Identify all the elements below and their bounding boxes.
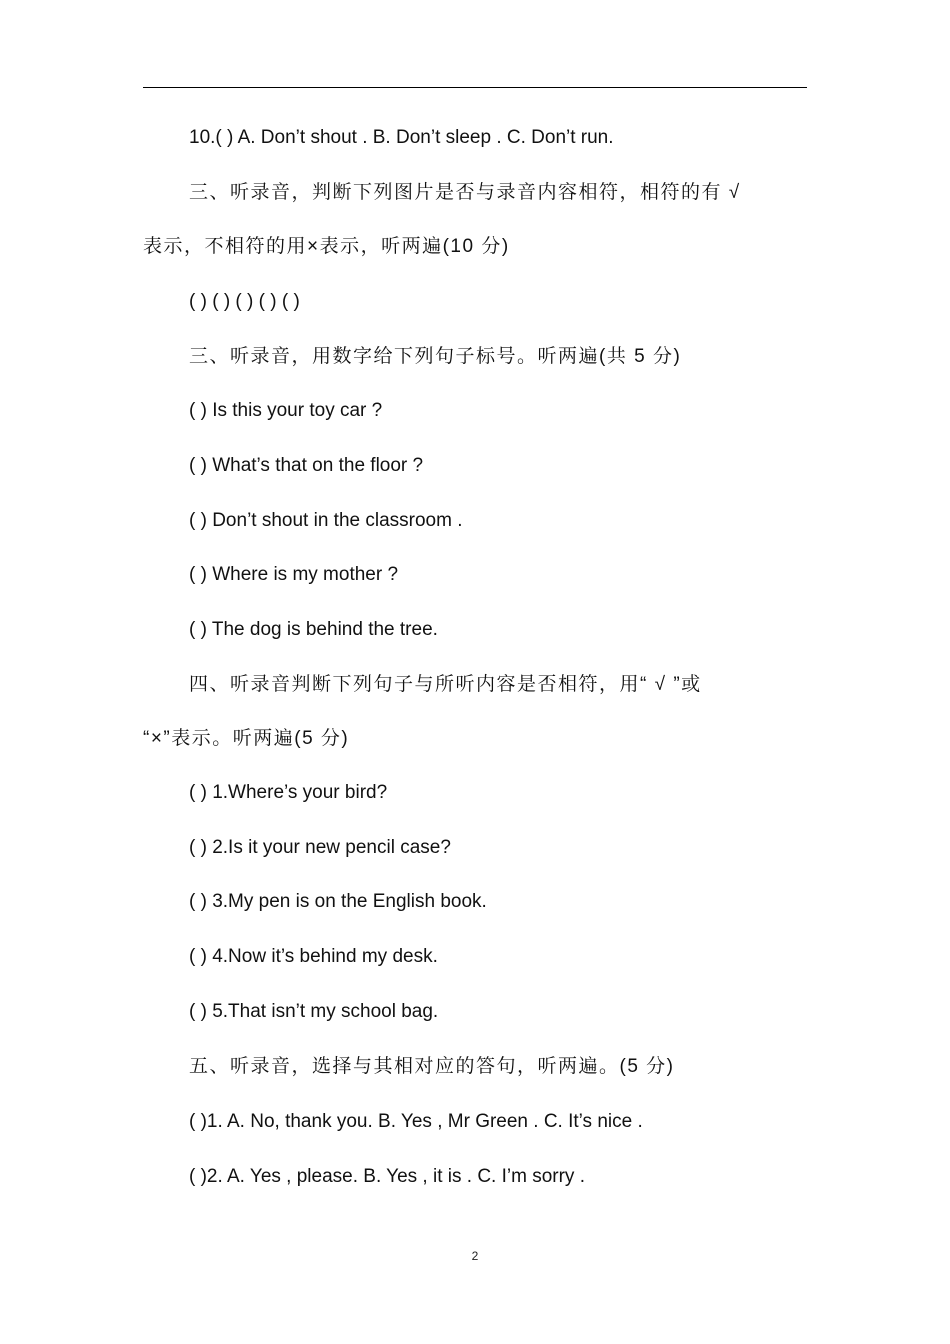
list-item: ( ) 1.Where’s your bird? <box>189 782 388 803</box>
list-item: ( ) Don’t shout in the classroom . <box>189 510 463 531</box>
list-item: ( ) 2.Is it your new pencil case? <box>189 837 451 858</box>
list-item: ( ) The dog is behind the tree. <box>189 619 438 640</box>
list-item: ( )2. A. Yes , please. B. Yes , it is . C. I’m sorry . <box>189 1166 585 1187</box>
header-rule <box>143 87 807 88</box>
list-item: ( ) 4.Now it’s behind my desk. <box>189 946 438 967</box>
list-item: ( ) Where is my mother ? <box>189 564 399 585</box>
list-item: ( ) 5.That isn’t my school bag. <box>189 1001 439 1022</box>
section-3b-heading: 三、听录音，用数字给下列句子标号。听两遍(共 5 分) <box>189 346 682 367</box>
section-3-heading: 三、听录音，判断下列图片是否与录音内容相符，相符的有 √ <box>189 182 741 203</box>
list-item: ( ) Is this your toy car ? <box>189 400 383 421</box>
list-item: ( ) What’s that on the floor ? <box>189 455 424 476</box>
list-item: ( ) 3.My pen is on the English book. <box>189 891 487 912</box>
page-number: 2 <box>471 1249 479 1263</box>
section-5-heading: 五、听录音，选择与其相对应的答句，听两遍。(5 分) <box>189 1056 675 1077</box>
list-item: ( )1. A. No, thank you. B. Yes , Mr Green . C. It’s nice . <box>189 1111 643 1132</box>
section-4-heading-cont: “×”表示。听两遍(5 分) <box>143 728 350 749</box>
answer-blanks: ( ) ( ) ( ) ( ) ( ) <box>189 291 300 312</box>
question-10-options: 10.( ) A. Don’t shout . B. Don’t sleep . C. Don’t run. <box>189 127 614 148</box>
section-4-heading: 四、听录音判断下列句子与所听内容是否相符，用“ √ ”或 <box>189 674 702 695</box>
section-3-heading-cont: 表示，不相符的用×表示，听两遍(10 分) <box>143 236 510 257</box>
